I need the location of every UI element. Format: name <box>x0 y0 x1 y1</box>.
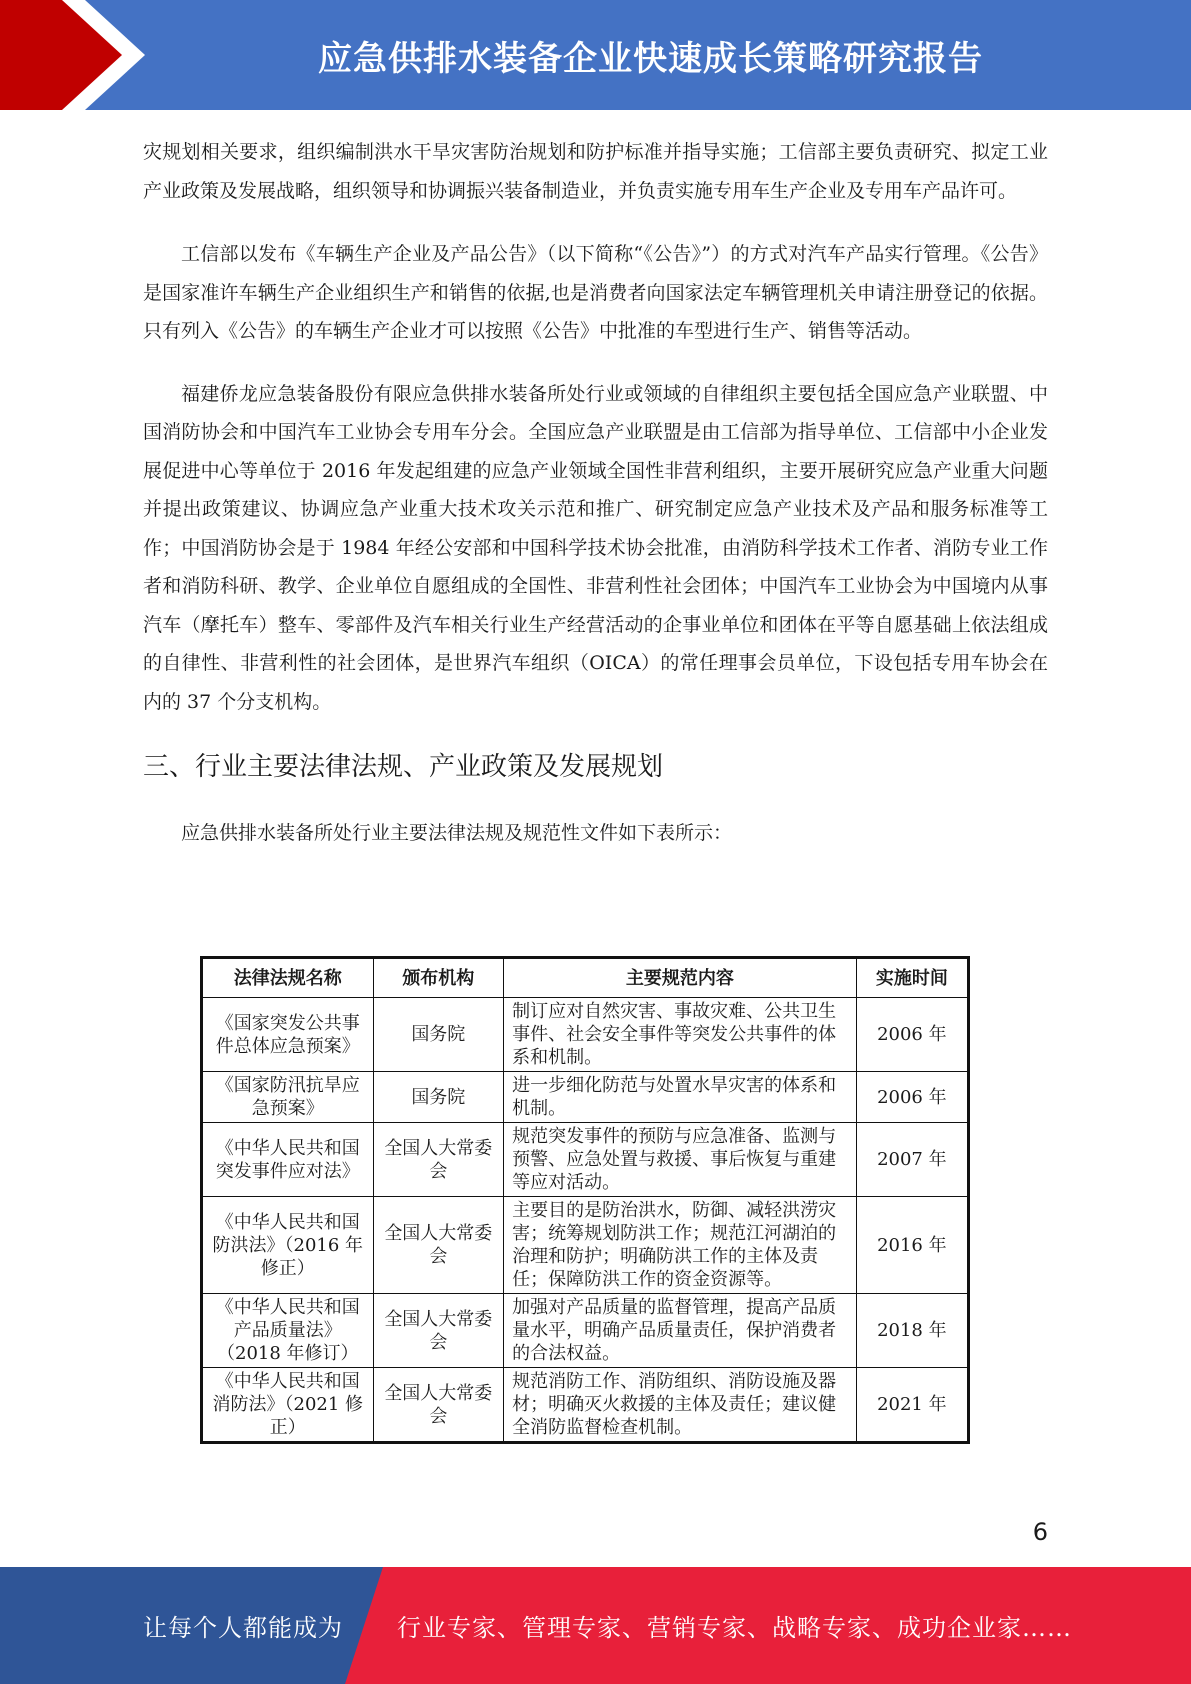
table-row <box>202 1368 969 1443</box>
content: 规范突发事件的预防与应急准备、监测与预警、应急处置与救援、事后恢复与重建等应对活动。 <box>504 1123 857 1197</box>
law-name: 《中华人民共和国防洪法》（2016 年修正） <box>202 1197 374 1294</box>
issuer: 全国人大常委会 <box>373 1197 504 1294</box>
page-footer <box>0 1567 1191 1684</box>
header-law-name: 法律法规名称 <box>202 958 374 998</box>
paragraph-2: 工信部以发布《车辆生产企业及产品公告》（以下简称“《公告》”）的方式对汽车产品实行管理。《公告》是国家准许车辆生产企业组织生产和销售的依据,也是消费者向国家法定车辆管理机关申请注册登记的依据。只有列入《公告》的车辆生产企业才可以按照《公告》中批准的车型进行生产、销售等活动。 <box>143 243 1048 342</box>
law-name: 《中华人民共和国突发事件应对法》 <box>202 1123 374 1197</box>
report-title: 应急供排水装备企业快速成长策略研究报告 <box>318 38 983 79</box>
main-content <box>143 133 1048 851</box>
content: 进一步细化防范与处置水旱灾害的体系和机制。 <box>504 1072 857 1123</box>
table-row <box>202 1294 969 1368</box>
issuer: 全国人大常委会 <box>373 1368 504 1443</box>
effective-date: 2006 年 <box>856 1072 968 1123</box>
issuer: 全国人大常委会 <box>373 1294 504 1368</box>
law-name: 《中华人民共和国消防法》（2021 修正） <box>202 1368 374 1443</box>
effective-date: 2007 年 <box>856 1123 968 1197</box>
page-number: 6 <box>1032 1518 1048 1546</box>
issuer: 国务院 <box>373 1072 504 1123</box>
table-header-row <box>202 958 969 998</box>
table-row <box>202 1123 969 1197</box>
laws-table <box>200 956 970 1444</box>
section-heading: 三、行业主要法律法规、产业政策及发展规划 <box>143 752 664 782</box>
table-intro: 应急供排水装备所处行业主要法律法规及规范性文件如下表所示： <box>181 822 733 844</box>
footer-slogan-left: 让每个人都能成为 <box>143 1614 343 1642</box>
effective-date: 2018 年 <box>856 1294 968 1368</box>
table-row <box>202 1197 969 1294</box>
paragraph-3: 福建侨龙应急装备股份有限应急供排水装备所处行业或领域的自律组织主要包括全国应急产业联盟、中国消防协会和中国汽车工业协会专用车分会。全国应急产业联盟是由工信部为指导单位、工信部中小企业发展促进中心等单位于 2016 年发起组建的应急产业领域全国性非营利组织，主要开展研究应急产业重大问题并提出政策建议、协调应急产业重大技术攻关示范和推广、研究制定应急产业技术及产品和服务标准等工作；中国消防协会是于 1984 年经公安部和中国科学技术协会批准，由消防科学技术工作者、消防专业工作者和消防科研、教学、企业单位自愿组成的全国性、非营利性社会团体；中国汽车工业协会为中国境内从事汽车（摩托车）整车、零部件及汽车相关行业生产经营活动的企事业单位和团体在平等自愿基础上依法组成的自律性、非营利性的社会团体，是世界汽车组织（OICA）的常任理事会员单位，下设包括专用车协会在内的 37 个分支机构。 <box>143 382 1048 713</box>
content: 制订应对自然灾害、事故灾难、公共卫生事件、社会安全事件等突发公共事件的体系和机制。 <box>504 998 857 1072</box>
issuer: 全国人大常委会 <box>373 1123 504 1197</box>
header-effective-date: 实施时间 <box>856 958 968 998</box>
law-name: 《中华人民共和国产品质量法》（2018 年修订） <box>202 1294 374 1368</box>
table-row <box>202 1072 969 1123</box>
header-arrow-decoration <box>0 0 150 110</box>
content: 主要目的是防治洪水，防御、减轻洪涝灾害；统筹规划防洪工作；规范江河湖泊的治理和防护；明确防洪工作的主体及责任；保障防洪工作的资金资源等。 <box>504 1197 857 1294</box>
page-header <box>0 0 1191 110</box>
header-issuer: 颁布机构 <box>373 958 504 998</box>
issuer: 国务院 <box>373 998 504 1072</box>
effective-date: 2006 年 <box>856 998 968 1072</box>
content: 加强对产品质量的监督管理，提高产品质量水平，明确产品质量责任，保护消费者的合法权益。 <box>504 1294 857 1368</box>
table-row <box>202 998 969 1072</box>
law-name: 《国家突发公共事件总体应急预案》 <box>202 998 374 1072</box>
law-name: 《国家防汛抗旱应急预案》 <box>202 1072 374 1123</box>
paragraph-1: 灾规划相关要求，组织编制洪水干旱灾害防治规划和防护标准并指导实施；工信部主要负责研究、拟定工业产业政策及发展战略，组织领导和协调振兴装备制造业，并负责实施专用车生产企业及专用车产品许可。 <box>143 141 1048 202</box>
header-content: 主要规范内容 <box>504 958 857 998</box>
effective-date: 2021 年 <box>856 1368 968 1443</box>
footer-slogan-right: 行业专家、管理专家、营销专家、战略专家、成功企业家…… <box>397 1614 1072 1642</box>
effective-date: 2016 年 <box>856 1197 968 1294</box>
content: 规范消防工作、消防组织、消防设施及器材；明确灭火救援的主体及责任；建议健全消防监督检查机制。 <box>504 1368 857 1443</box>
